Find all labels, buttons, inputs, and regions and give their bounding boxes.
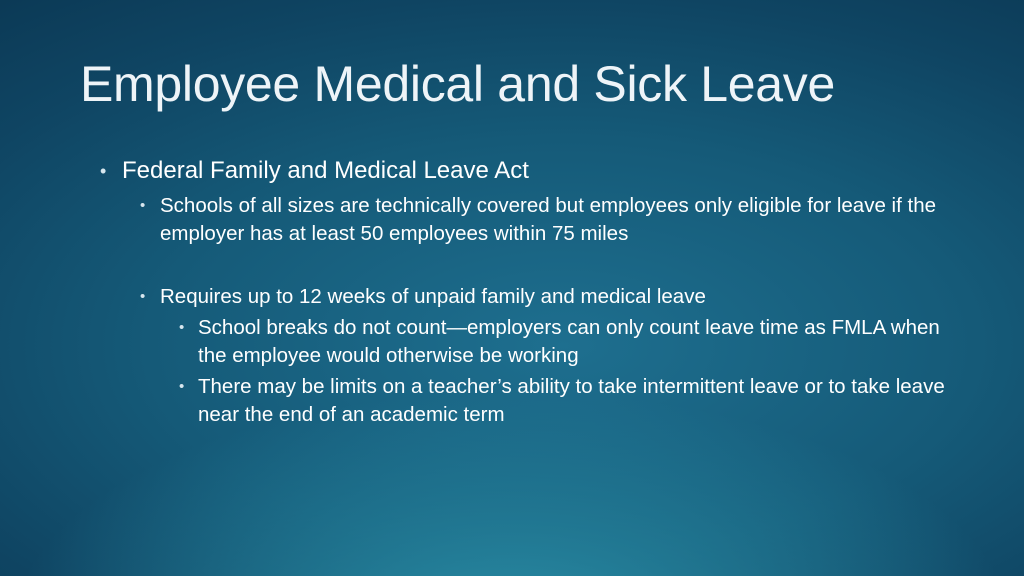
bullet-coverage: • Schools of all sizes are technically covered but employees only eligible for leave if the employer has at least 50 employees within 75 miles: [100, 192, 950, 248]
slide-title: Employee Medical and Sick Leave: [80, 56, 836, 112]
bullet-fmla: • Federal Family and Medical Leave Act: [100, 154, 950, 188]
bullet-12-weeks: • Requires up to 12 weeks of unpaid family and medical leave: [100, 283, 950, 311]
bullet-list: [100, 154, 950, 429]
bullet-intermittent-leave: • There may be limits on a teacher’s ability to take intermittent leave or to take leave near the end of an academic term: [100, 373, 950, 429]
bullet-school-breaks: • School breaks do not count—employers can only count leave time as FMLA when the employee would otherwise be working: [100, 314, 950, 370]
